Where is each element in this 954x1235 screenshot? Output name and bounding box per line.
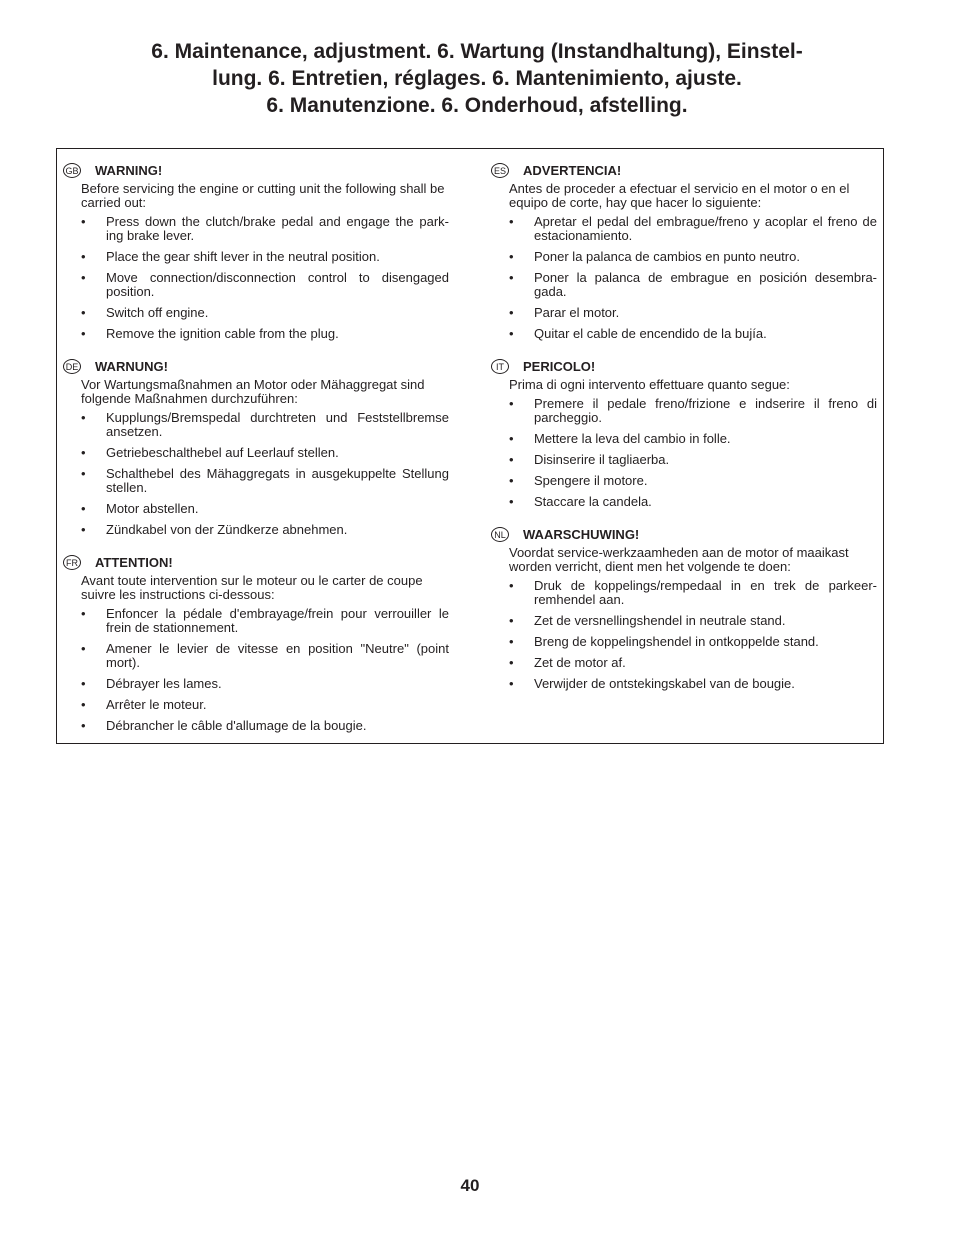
title-line-3: 6. Manutenzione. 6. Onderhoud, afstelling.	[266, 94, 688, 117]
section-header	[491, 359, 877, 377]
language-badge-icon: FR	[63, 555, 81, 570]
warning-intro: Avant toute intervention sur le moteur ou le carter de coupe suivre les instructions ci-dessous:	[81, 573, 423, 602]
instruction-item: • Amener le levier de vitesse en position "Neutre" (point mort).	[106, 642, 449, 670]
language-badge-icon: DE	[63, 359, 81, 374]
instruction-item: • Apretar el pedal del embrague/freno y acoplar el freno de estacionamiento.	[534, 215, 877, 243]
language-badge-icon: GB	[63, 163, 81, 178]
instruction-item: • Getriebeschalthebel auf Leerlauf stellen.	[106, 446, 449, 460]
instruction-item: • Quitar el cable de encendido de la bujía.	[534, 327, 877, 341]
instruction-item: • Débrancher le câble d'allumage de la bougie.	[106, 719, 449, 733]
section-fr	[63, 555, 449, 733]
warning-intro: Voordat service-werkzaamheden aan de motor of maaikast worden verricht, dient men het volgende te doen:	[509, 545, 849, 574]
instruction-item: • Enfoncer la pédale d'embrayage/frein pour verrouiller le frein de stationnement.	[106, 607, 449, 635]
section-header	[491, 527, 877, 545]
instruction-item: • Remove the ignition cable from the plug.	[106, 327, 449, 341]
instruction-item: • Mettere la leva del cambio in folle.	[534, 432, 877, 446]
warning-heading: PERICOLO!	[523, 359, 596, 374]
section-es	[491, 163, 877, 341]
language-badge-icon: IT	[491, 359, 509, 374]
instruction-item: • Staccare la candela.	[534, 495, 877, 509]
section-header	[63, 163, 449, 181]
instruction-item: • Druk de koppelings/rempedaal in en trek de parkeer-remhendel aan.	[534, 579, 877, 607]
instruction-item: • Parar el motor.	[534, 306, 877, 320]
warning-box	[56, 148, 884, 744]
instruction-item: • Kupplungs/Bremspedal durchtreten und Feststellbremse ansetzen.	[106, 411, 449, 439]
section-nl	[491, 527, 877, 691]
page-title	[40, 38, 914, 119]
instruction-item: • Place the gear shift lever in the neutral position.	[106, 250, 449, 264]
instruction-item: • Spengere il motore.	[534, 474, 877, 488]
instruction-item: • Verwijder de ontstekingskabel van de bougie.	[534, 677, 877, 691]
instruction-list	[491, 579, 877, 691]
section-header	[63, 359, 449, 377]
instruction-list	[491, 215, 877, 341]
instruction-item: • Switch off engine.	[106, 306, 449, 320]
warning-heading: WARNING!	[95, 163, 163, 178]
warning-heading: WARNUNG!	[95, 359, 168, 374]
instruction-list	[63, 411, 449, 537]
warning-intro: Before servicing the engine or cutting unit the following shall be carried out:	[81, 181, 445, 210]
instruction-item: • Move connection/disconnection control to disengaged position.	[106, 271, 449, 299]
section-it	[491, 359, 877, 509]
warning-heading: WAARSCHUWING!	[523, 527, 640, 542]
language-badge-icon: NL	[491, 527, 509, 542]
warning-intro: Prima di ogni intervento effettuare quanto segue:	[509, 377, 790, 392]
language-badge-icon: ES	[491, 163, 509, 178]
instruction-item: • Breng de koppelingshendel in ontkoppelde stand.	[534, 635, 877, 649]
instruction-list	[63, 607, 449, 733]
page-number: 40	[460, 1176, 480, 1195]
instruction-item: • Zet de motor af.	[534, 656, 877, 670]
title-line-1: 6. Maintenance, adjustment. 6. Wartung (Instandhaltung), Einstel-	[151, 40, 803, 63]
instruction-item: • Motor abstellen.	[106, 502, 449, 516]
warning-heading: ATTENTION!	[95, 555, 173, 570]
instruction-item: • Poner la palanca de cambios en punto neutro.	[534, 250, 877, 264]
instruction-item: • Poner la palanca de embrague en posición desembra-gada.	[534, 271, 877, 299]
warning-intro: Antes de proceder a efectuar el servicio en el motor o en el equipo de corte, hay que hacer lo siguiente:	[509, 181, 850, 210]
section-header	[491, 163, 877, 181]
section-header	[63, 555, 449, 573]
instruction-list	[63, 215, 449, 341]
instruction-item: • Press down the clutch/brake pedal and engage the park-ing brake lever.	[106, 215, 449, 243]
instruction-item: • Débrayer les lames.	[106, 677, 449, 691]
title-line-2: lung. 6. Entretien, réglages. 6. Mantenimiento, ajuste.	[212, 67, 742, 90]
instruction-list	[491, 397, 877, 509]
section-de	[63, 359, 449, 537]
instruction-item: • Schalthebel des Mähaggregats in ausgekuppelte Stellung stellen.	[106, 467, 449, 495]
warning-heading: ADVERTENCIA!	[523, 163, 622, 178]
warning-intro: Vor Wartungsmaßnahmen an Motor oder Mähaggregat sind folgende Maßnahmen durchzuführen:	[81, 377, 425, 406]
section-gb	[63, 163, 449, 341]
instruction-item: • Premere il pedale freno/frizione e indserire il freno di parcheggio.	[534, 397, 877, 425]
instruction-item: • Arrêter le moteur.	[106, 698, 449, 712]
left-column	[63, 163, 449, 751]
instruction-item: • Zet de versnellingshendel in neutrale stand.	[534, 614, 877, 628]
instruction-item: • Zündkabel von der Zündkerze abnehmen.	[106, 523, 449, 537]
right-column	[491, 163, 877, 709]
instruction-item: • Disinserire il tagliaerba.	[534, 453, 877, 467]
